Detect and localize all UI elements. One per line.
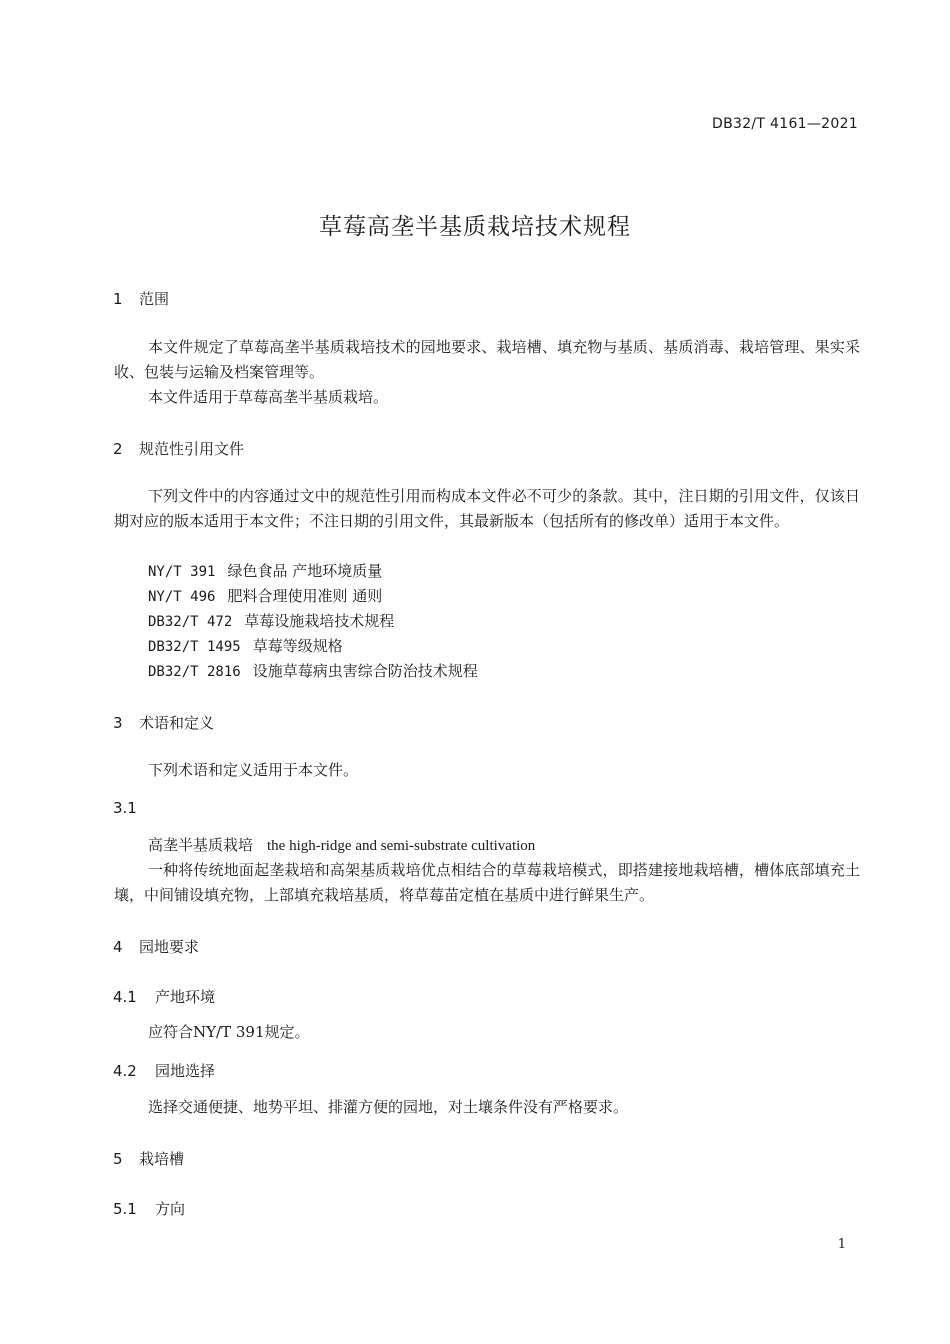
term-english: the high-ridge and semi-substrate cultivation [267,838,536,854]
document-title: 草莓高垄半基质栽培技术规程 [319,214,631,240]
section-title: 园地要求 [139,938,200,956]
section-number: 4 [113,938,123,956]
section-5-heading [113,1148,184,1169]
reference-code: DB32/T 472 [148,614,233,630]
reference-item [148,609,394,635]
reference-code: DB32/T 2816 [148,664,241,680]
section-number: 2 [113,440,123,458]
section-1-heading [113,288,169,309]
reference-name: 肥料合理使用准则 通则 [227,587,383,605]
subsection-3-1-number: 3.1 [113,799,137,817]
subsection-4-2-paragraph: 选择交通便捷、地势平坦、排灌方便的园地，对土壤条件没有严格要求。 [148,1098,629,1116]
subsection-5-1-heading [113,1198,185,1219]
section-title: 栽培槽 [139,1150,185,1168]
subsection-4-2-heading [113,1060,215,1081]
reference-code: DB32/T 1495 [148,639,241,655]
section-1-paragraph-1: 本文件规定了草莓高垄半基质栽培技术的园地要求、栽培槽、填充物与基质、基质消毒、栽培管理、果实采收、包装与运输及档案管理等。 [114,338,860,381]
section-2-paragraph-1: 下列文件中的内容通过文中的规范性引用而构成本文件必不可少的条款。其中，注日期的引用文件，仅该日期对应的版本适用于本文件；不注日期的引用文件，其最新版本（包括所有的修改单）适用于本文件。 [114,487,860,530]
subsection-4-1-paragraph: 应符合NY/T 391规定。 [148,1023,310,1041]
term-definition: 一种将传统地面起垄栽培和高架基质栽培优点相结合的草莓栽培模式，即搭建接地栽培槽，槽体底部填充土壤，中间铺设填充物，上部填充栽培基质，将草莓苗定植在基质中进行鲜果生产。 [114,861,860,904]
section-number: 5.1 [113,1200,137,1218]
document-code: DB32/T 4161—2021 [712,116,858,132]
section-title: 园地选择 [155,1062,216,1080]
term-chinese: 高垄半基质栽培 [148,836,254,854]
section-title: 术语和定义 [139,714,215,732]
section-number: 4.2 [113,1062,137,1080]
reference-item [148,659,478,685]
section-3-paragraph-1: 下列术语和定义适用于本文件。 [148,761,359,779]
reference-code: NY/T 496 [148,589,216,605]
reference-name: 设施草莓病虫害综合防治技术规程 [252,662,478,680]
term-entry [148,833,535,859]
reference-item [148,584,382,610]
section-3-heading [113,712,214,733]
reference-name: 绿色食品 产地环境质量 [227,562,383,580]
section-number: 1 [113,290,123,308]
section-number: 5 [113,1150,123,1168]
reference-name: 草莓设施栽培技术规程 [244,612,395,630]
subsection-4-1-heading [113,986,215,1007]
reference-item [148,559,382,585]
reference-code: NY/T 391 [148,564,216,580]
reference-name: 草莓等级规格 [252,637,343,655]
section-title: 范围 [139,290,170,308]
section-2-heading [113,438,244,459]
section-1-paragraph-2: 本文件适用于草莓高垄半基质栽培。 [148,388,389,406]
section-title: 方向 [155,1200,186,1218]
section-title: 规范性引用文件 [139,440,245,458]
page-number: 1 [837,1237,846,1252]
section-number: 3 [113,714,123,732]
section-title: 产地环境 [155,988,216,1006]
section-4-heading [113,936,199,957]
reference-item [148,634,343,660]
section-number: 4.1 [113,988,137,1006]
